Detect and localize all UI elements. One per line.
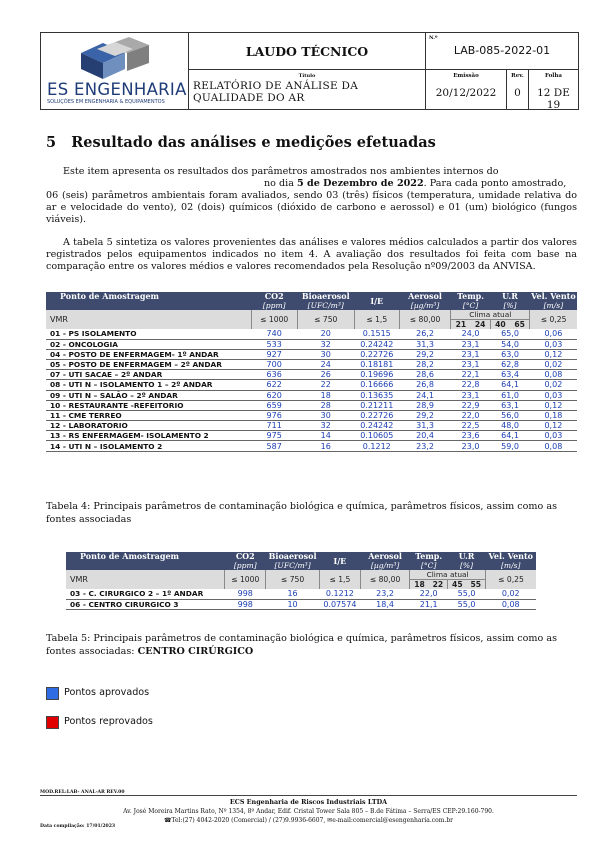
approved-legend-swatch [46,687,59,700]
section-heading [46,134,436,151]
paragraph-intro-rest: 06 (seis) parâmetros ambientais foram avaliados, sendo 03 (três) físicos (temperatura, umidade relativa do ar e velocidade do vento), 02 (dois) químicos (dióxido de carbono e aerossol) e 01 (um) biológico (fungos viáveis). [46,190,577,226]
ie-value: 0.1515 [354,329,399,339]
temp-value: 22,1 [451,370,490,380]
ur-value: 63,0 [490,349,529,359]
vel-value: 0,02 [485,589,536,599]
ie-value: 0.24242 [354,421,399,431]
vmr-bio: ≤ 750 [266,570,320,589]
bioaerosol-value: 32 [297,421,354,431]
aerosol-value: 28,6 [399,370,451,380]
vel-value: 0,08 [530,370,577,380]
point-name: 02 - ONCOLOGIA [46,339,251,349]
section-title: Resultado das análises e medições efetuadas [71,134,436,151]
ur-value: 56,0 [490,410,529,420]
header-co2: CO2 [ppm] [251,292,297,310]
document-title: RELATÓRIO DE ANÁLISE DA QUALIDADE DO AR [193,80,359,104]
ur-value: 63,4 [490,370,529,380]
rejected-legend-label: Pontos reprovados [64,716,153,727]
document-type: LAUDO TÉCNICO [189,33,426,70]
table-row [46,400,577,410]
point-name: 11 - CME TERREO [46,410,251,420]
co2-value: 636 [251,370,297,380]
table-2-caption: Tabela 5: Principais parâmetros de contaminação biológica e química, parâmetros físicos, assim como as fontes associadas: CENTRO CIRÚRGICO [46,633,557,657]
caption-highlight: CENTRO CIRÚRGICO [137,645,254,657]
footer-address: Av. José Moreira Martins Rato, Nº 1354, 8º Andar, Edif. Cristal Tower Sala 805 – B.de Fátima – Serra/ES CEP:29.160-790. [123,808,494,815]
vel-value: 0,12 [530,349,577,359]
clima-sub: 55 [467,580,486,590]
sampling-date: 5 de Dezembro de 2022 [297,178,424,190]
ie-value: 0.21211 [354,400,399,410]
revision-label: Rev. [511,73,524,79]
table-row [46,359,577,369]
aerosol-value: 29,2 [399,349,451,359]
aerosol-value: 26,8 [399,380,451,390]
clima-sub: 18 [410,580,429,590]
vel-value: 0,12 [530,421,577,431]
document-title-box [189,70,426,109]
aerosol-value: 24,1 [399,390,451,400]
temp-value: 23,1 [451,349,490,359]
vmr-co2: ≤ 1000 [225,570,266,589]
table-row [46,339,577,349]
ur-value: 64,1 [490,380,529,390]
table-row [46,390,577,400]
temp-value: 22,0 [451,410,490,420]
header-ponto: Ponto de Amostragem [66,552,225,570]
ur-value: 63,1 [490,400,529,410]
table-header-row [46,292,577,310]
ur-value: 48,0 [490,421,529,431]
aerosol-value: 23,2 [360,589,409,599]
aerosol-value: 28,2 [399,359,451,369]
document-number-box [426,33,578,70]
point-name: 09 - UTI N – SALÃO – 2º ANDAR [46,390,251,400]
document-header [40,32,579,110]
form-model-code: MOD.REL:LAB- ANAL-AR REV.00 [40,790,125,795]
logo-wordmark: ES ENGENHARIA [47,80,187,99]
ie-value: 0.24242 [354,339,399,349]
ur-value: 59,0 [490,441,529,451]
section-number: 5 [46,134,57,151]
header-bioaerosol: Bioaerosol [UFC/m³] [297,292,354,310]
table-row [46,431,577,441]
vel-value: 0,08 [530,441,577,451]
header-ie: I/E [319,552,360,570]
header-temp: Temp. [°C] [451,292,490,310]
aerosol-value: 28,9 [399,400,451,410]
temp-value: 22,0 [410,589,448,599]
document-number-label: N.º [429,35,438,41]
point-name: 08 - UTI N – ISOLAMENTO 1 – 2º ANDAR [46,380,251,390]
bioaerosol-value: 20 [297,329,354,339]
temp-value: 23,6 [451,431,490,441]
vmr-co2: ≤ 1000 [251,310,297,329]
temp-value: 23,1 [451,339,490,349]
vel-value: 0,03 [530,339,577,349]
bioaerosol-value: 32 [297,339,354,349]
aerosol-value: 20,4 [399,431,451,441]
clima-sub: 40 [490,320,510,330]
clima-sub: 21 [451,320,471,330]
co2-value: 927 [251,349,297,359]
ie-value: 0.07574 [319,599,360,609]
table-row [46,380,577,390]
bioaerosol-value: 16 [266,589,320,599]
co2-value: 740 [251,329,297,339]
table-row [46,441,577,451]
compilation-date: Data compilação: 17/01/2023 [40,824,116,829]
document-title-label: Título [298,73,316,79]
aerosol-value: 18,4 [360,599,409,609]
table-row [46,370,577,380]
revision-value: 0 [514,87,521,99]
table-row [46,421,577,431]
point-name: 04 - POSTO DE ENFERMAGEM- 1º ANDAR [46,349,251,359]
clima-sub: 45 [448,580,467,590]
co2-value: 976 [251,410,297,420]
clima-sub: 22 [429,580,448,590]
vmr-ie: ≤ 1,5 [354,310,399,329]
temp-value: 22,9 [451,400,490,410]
sheet-cell [529,70,578,109]
header-ie: I/E [354,292,399,310]
header-bioaerosol: Bioaerosol [UFC/m³] [266,552,320,570]
co2-value: 622 [251,380,297,390]
table-row [66,599,536,609]
document-number: LAB-085-2022-01 [453,44,551,57]
co2-value: 998 [225,589,266,599]
point-name: 06 - CENTRO CIRURGICO 3 [66,599,225,609]
bioaerosol-value: 26 [297,370,354,380]
vmr-row [46,310,577,320]
ur-value: 55,0 [448,589,486,599]
vmr-vel: ≤ 0,25 [530,310,577,329]
point-name: 14 - UTI N – ISOLAMENTO 2 [46,441,251,451]
table-row [46,349,577,359]
company-logo [41,33,189,109]
point-name: 07 - UTI SACAE – 2º ANDAR [46,370,251,380]
bioaerosol-value: 28 [297,400,354,410]
results-table-1 [46,292,577,452]
header-ur: U.R [%] [490,292,529,310]
footer-company: ECS Engenharia de Riscos Industriais LTDA [229,798,388,806]
temp-value: 22,5 [451,421,490,431]
vmr-bio: ≤ 750 [297,310,354,329]
bioaerosol-value: 22 [297,380,354,390]
vel-value: 0,03 [530,390,577,400]
ie-value: 0.22726 [354,349,399,359]
ie-value: 0.22726 [354,410,399,420]
vel-value: 0,03 [530,431,577,441]
point-name: 03 - C. CIRURGICO 2 – 1º ANDAR [66,589,225,599]
paragraph-summary: A tabela 5 sintetiza os valores provenientes das análises e valores médios calculados a partir dos valores registrados pelos equipamentos indicados no item 4. A avaliação dos resultados foi feita com base na comparação entre os valores médios e valores recomendados pela Resolução nº09/2003 da ANVISA. [46,237,577,273]
temp-value: 21,1 [410,599,448,609]
temp-value: 24,0 [451,329,490,339]
aerosol-value: 23,2 [399,441,451,451]
ie-value: 0.1212 [354,441,399,451]
vel-value: 0,18 [530,410,577,420]
clima-sub: 65 [510,320,530,330]
table-row [46,410,577,420]
aerosol-value: 31,3 [399,339,451,349]
point-name: 13 - RS ENFERMAGEM- ISOLAMENTO 2 [46,431,251,441]
co2-value: 620 [251,390,297,400]
header-temp: Temp. [°C] [410,552,448,570]
vel-value: 0,02 [530,380,577,390]
paragraph-intro [46,166,577,226]
header-co2: CO2 [ppm] [225,552,266,570]
temp-value: 23,1 [451,359,490,369]
temp-value: 22,8 [451,380,490,390]
bioaerosol-value: 14 [297,431,354,441]
ur-value: 55,0 [448,599,486,609]
table-row [46,329,577,339]
bioaerosol-value: 10 [266,599,320,609]
clima-label: Clima atual [410,570,486,580]
temp-value: 23,1 [451,390,490,400]
point-name: 12 - LABORATORIO [46,421,251,431]
clima-sub: 24 [471,320,491,330]
aerosol-value: 31,3 [399,421,451,431]
ie-value: 0.13635 [354,390,399,400]
vmr-label: VMR [46,310,251,329]
paragraph-intro-line2: no dia 5 de Dezembro de 2022. Para cada ponto amostrado, [264,178,567,190]
point-name: 10 - RESTAURANTE -REFEITORIO [46,400,251,410]
header-vel: Vel. Vento [m/s] [531,291,576,310]
paragraph-intro-line1: Este item apresenta os resultados dos parâmetros amostrados nos ambientes internos do [63,166,499,177]
header-aerosol: Aerosol [µg/m³] [360,552,409,570]
ur-value: 64,1 [490,431,529,441]
sheet-label: Folha [545,73,562,79]
table-1-caption: Tabela 4: Principais parâmetros de contaminação biológica e química, parâmetros físicos, assim como as fontes associadas [46,501,557,525]
logo-subtitle: SOLUÇÕES EM ENGENHARIA & EQUIPAMENTOS [47,99,165,105]
co2-value: 587 [251,441,297,451]
vel-value: 0,08 [485,599,536,609]
ie-value: 0.18181 [354,359,399,369]
vmr-aer: ≤ 80,00 [399,310,451,329]
co2-value: 711 [251,421,297,431]
ie-value: 0.16666 [354,380,399,390]
emission-label: Emissão [453,73,479,79]
bioaerosol-value: 18 [297,390,354,400]
co2-value: 975 [251,431,297,441]
sheet-value: 12 DE 19 [537,87,570,111]
vel-value: 0,02 [530,359,577,369]
table-header-row [66,552,536,570]
ur-value: 62,8 [490,359,529,369]
co2-value: 700 [251,359,297,369]
logo-cubes-icon [41,33,188,83]
header-aerosol: Aerosol [µg/m³] [399,292,451,310]
vmr-row [66,570,536,580]
ur-value: 54,0 [490,339,529,349]
footer-divider [40,795,577,796]
vel-value: 0,12 [530,400,577,410]
bioaerosol-value: 30 [297,410,354,420]
ie-value: 0.19696 [354,370,399,380]
co2-value: 659 [251,400,297,410]
point-name: 05 - POSTO DE ENFERMAGEM – 2º ANDAR [46,359,251,369]
results-table-2 [66,552,536,610]
approved-legend-label: Pontos aprovados [64,687,150,698]
temp-value: 23,0 [451,441,490,451]
rejected-legend-swatch [46,716,59,729]
vmr-aer: ≤ 80,00 [360,570,409,589]
co2-value: 533 [251,339,297,349]
vmr-vel: ≤ 0,25 [485,570,536,589]
ur-value: 65,0 [490,329,529,339]
header-vel: Vel. Vento [m/s] [485,552,536,570]
footer-contact: ☎Tel:(27) 4042-2020 (Comercial) / (27)9.9936-6607, ✉e-mail:comercial@esengenharia.com.br [163,817,454,824]
bioaerosol-value: 24 [297,359,354,369]
bioaerosol-value: 16 [297,441,354,451]
emission-cell [426,70,507,109]
co2-value: 998 [225,599,266,609]
vmr-label: VMR [66,570,225,589]
bioaerosol-value: 30 [297,349,354,359]
revision-cell [507,70,529,109]
ie-value: 0.1212 [319,589,360,599]
vmr-ie: ≤ 1,5 [319,570,360,589]
header-ur: U.R [%] [448,552,486,570]
aerosol-value: 29,2 [399,410,451,420]
ie-value: 0.10605 [354,431,399,441]
emission-date: 20/12/2022 [435,87,497,99]
vel-value: 0,06 [530,329,577,339]
table-row [66,589,536,599]
ur-value: 61,0 [490,390,529,400]
header-ponto: Ponto de Amostragem [46,292,251,310]
clima-label: Clima atual [451,310,530,320]
aerosol-value: 26,2 [399,329,451,339]
point-name: 01 - PS ISOLAMENTO [46,329,251,339]
